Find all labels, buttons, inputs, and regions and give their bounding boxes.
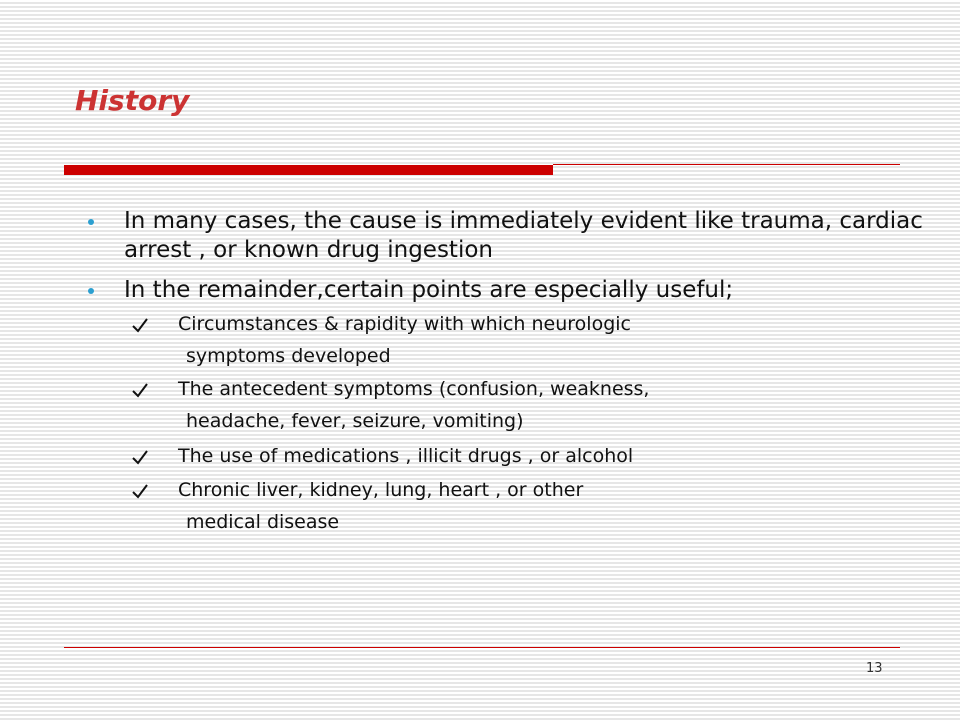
checklist-line-continued: headache, fever, seizure, vomiting) — [186, 410, 524, 432]
checklist-text — [178, 373, 898, 437]
bullet-text: In the remainder,certain points are especially useful; — [124, 277, 734, 303]
bullet-dot-icon — [86, 286, 96, 296]
footer-rule — [64, 647, 900, 648]
checkmark-icon — [131, 316, 149, 334]
page-number: 13 — [866, 661, 883, 676]
checkmark-icon — [131, 381, 149, 399]
checklist-line: The antecedent symptoms (confusion, weakness, — [178, 378, 650, 400]
checkmark-icon — [131, 448, 149, 466]
checklist-text — [178, 440, 898, 472]
checklist-line-continued: symptoms developed — [186, 345, 391, 367]
checkmark-icon — [131, 482, 149, 500]
checklist-line: The use of medications , illicit drugs , or alcohol — [178, 445, 634, 467]
checklist-line: Circumstances & rapidity with which neurologic — [178, 313, 631, 335]
bullet-dot-icon — [86, 217, 96, 227]
checklist-text — [178, 474, 898, 538]
checklist-text — [178, 308, 898, 372]
checklist-line-continued: medical disease — [186, 511, 340, 533]
bullet-text: In many cases, the cause is immediately evident like trauma, cardiac arrest , or known drug ingestion — [124, 208, 923, 263]
slide-title: History — [75, 84, 190, 117]
checklist-line: Chronic liver, kidney, lung, heart , or other — [178, 479, 584, 501]
